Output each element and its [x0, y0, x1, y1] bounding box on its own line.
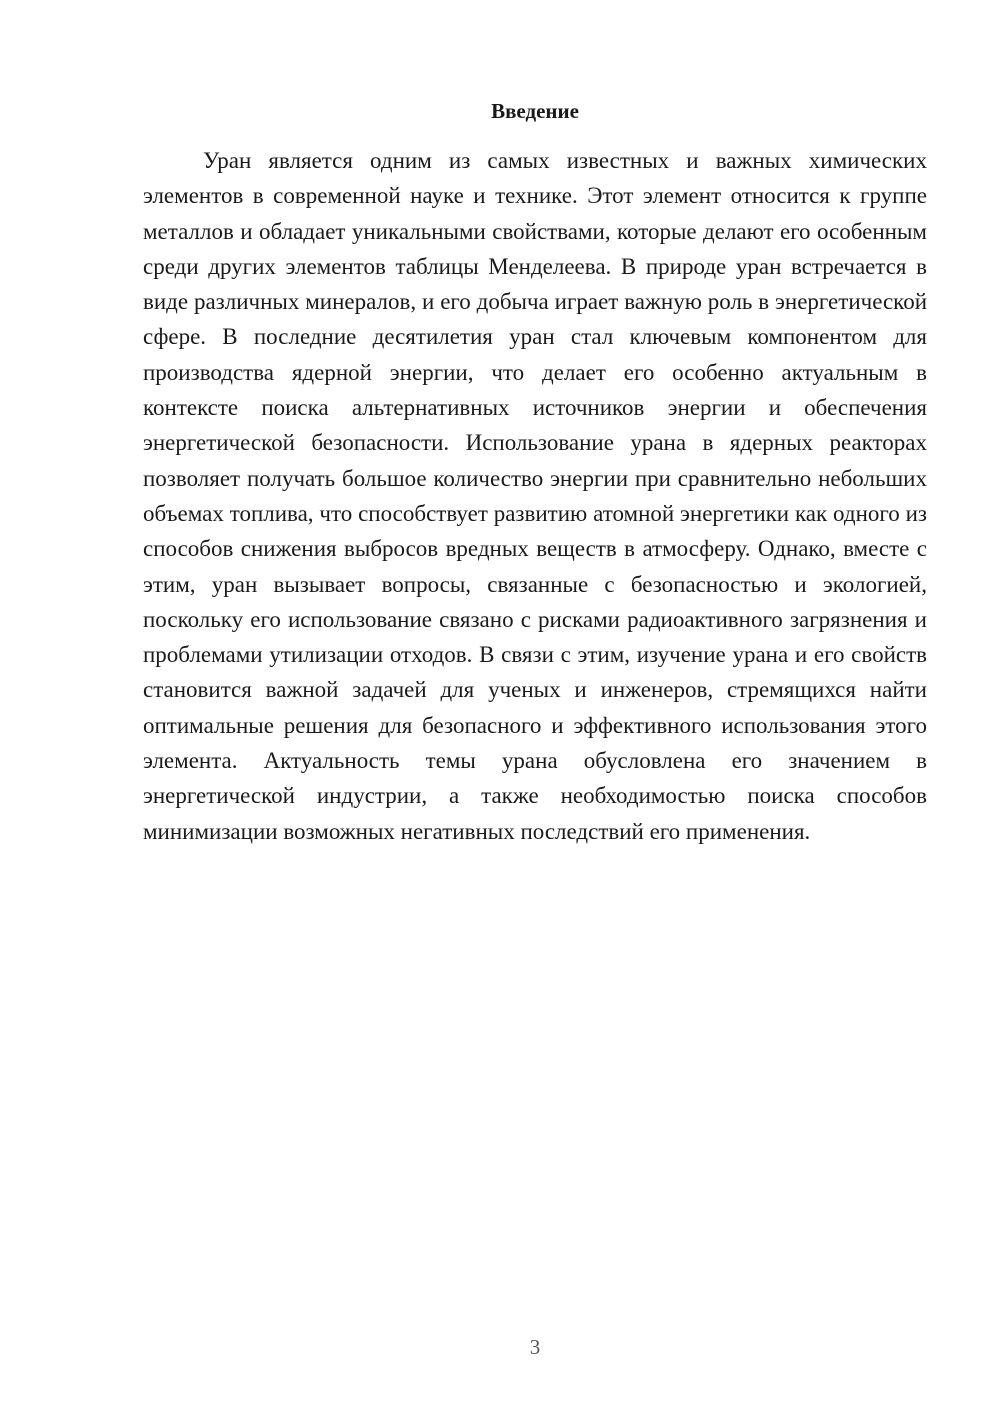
section-heading: Введение [491, 99, 579, 123]
page-number: 3 [529, 1335, 541, 1359]
body-paragraph: Уран является одним из самых известных и важных химических элементов в современной науке и технике. Этот элемент относится к группе металлов и обладает уникальными свойствами, которые делают его особенным среди других элементов таблицы Менделеева. В природе уран встречается в виде различных минералов, и его добыча играет важную роль в энергетической сфере. В последние десятилетия уран стал ключевым компонентом для производства ядерной энергии, что делает его особенно актуальным в контексте поиска альтернативных источников энергии и обеспечения энергетической безопасности. Использование урана в ядерных реакторах позволяет получать большое количество энергии при сравнительно небольших объемах топлива, что способствует развитию атомной энергетики как одного из способов снижения выбросов вредных веществ в атмосферу. Однако, вместе с этим, уран вызывает вопросы, связанные с безопасностью и экологией, поскольку его использование связано с рисками радиоактивного загрязнения и проблемами утилизации отходов. В связи с этим, изучение урана и его свойств становится важной задачей для ученых и инженеров, стремящихся найти оптимальные решения для безопасного и эффективного использования этого элемента. Актуальность темы урана обусловлена его значением в энергетической индустрии, а также необходимостью поиска способов минимизации возможных негативных последствий его применения. [143, 148, 927, 844]
